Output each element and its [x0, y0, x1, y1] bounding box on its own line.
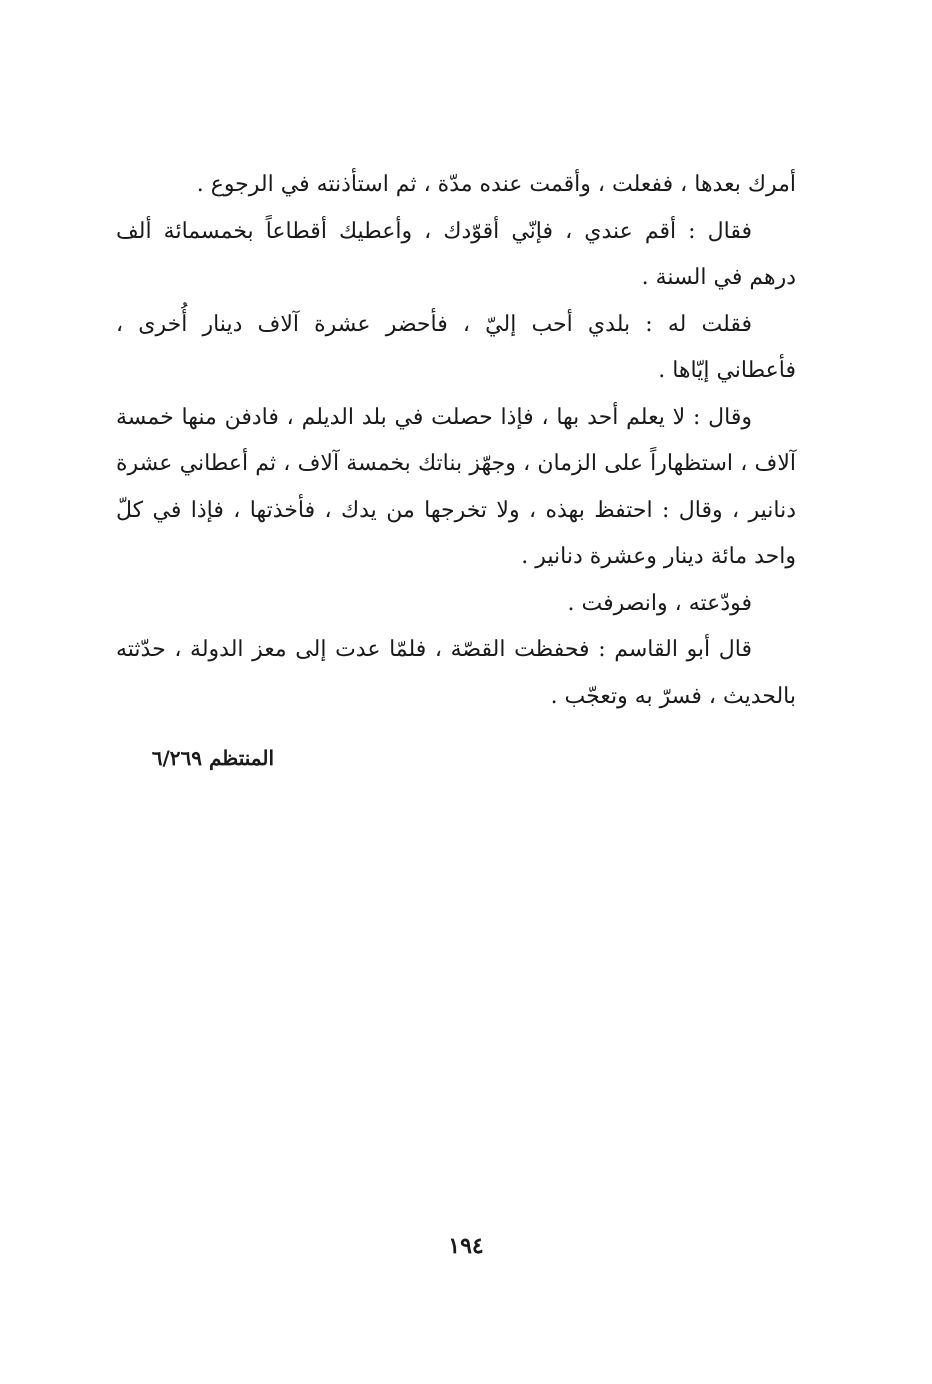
text-line: بالحديث ، فسرّ به وتعجّب . — [550, 683, 796, 709]
text-line: أمرك بعدها ، ففعلت ، وأقمت عنده مدّة ، ثم استأذنته في الرجوع . — [196, 172, 796, 197]
text-line: آلاف ، استظهاراً على الزمان ، وجهّز بناتك بخمسة آلاف ، ثم أعطاني عشرة — [116, 451, 796, 476]
text-line: قال أبو القاسم : فحفظت القصّة ، فلمّا عدت إلى معز الدولة ، حدّثته — [116, 637, 752, 662]
text-line: دنانير ، وقال : احتفظ بهذه ، ولا تخرجها من يدك ، فأخذتها ، فإذا في كلّ — [116, 497, 796, 523]
source-reference: المنتظم ٦/٢٦٩ — [151, 746, 274, 770]
text-line: واحد مائة دينار وعشرة دنانير . — [521, 544, 796, 569]
page-number: ١٩٤ — [448, 1233, 484, 1259]
text-line: وقال : لا يعلم أحد بها ، فإذا حصلت في بلد الديلم ، فادفن منها خمسة — [116, 404, 752, 430]
text-line: فقال : أقم عندي ، فإنّي أقوّدك ، وأعطيك أقطاعاً بخمسمائة ألف — [116, 218, 752, 244]
text-line: فودّعته ، وانصرفت . — [567, 590, 752, 616]
text-line: درهم في السنة . — [641, 265, 796, 290]
text-line: فقلت له : بلدي أحب إليّ ، فأحضر عشرة آلاف دينار أُخرى ، — [116, 311, 752, 337]
body-text — [116, 162, 796, 720]
text-line: فأعطاني إيّاها . — [658, 358, 796, 383]
